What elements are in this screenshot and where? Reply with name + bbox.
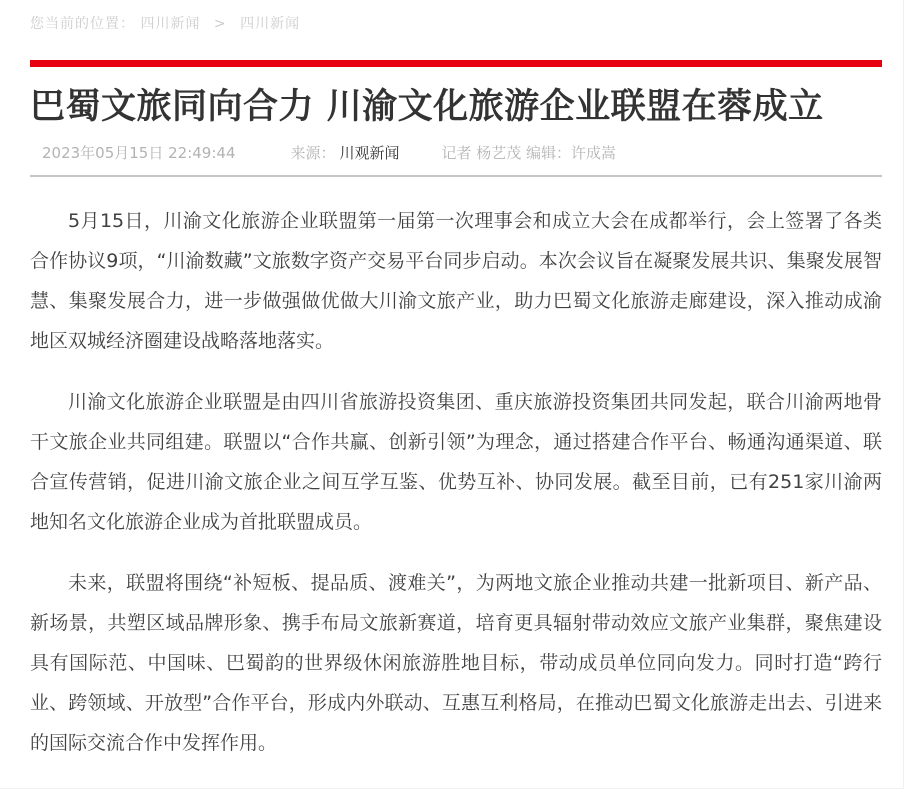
source bbox=[290, 142, 399, 163]
breadcrumb bbox=[30, 0, 882, 33]
article-meta bbox=[30, 142, 882, 163]
article-paragraph-1: 5月15日，川渝文化旅游企业联盟第一届第一次理事会和成立大会在成都举行，会上签署了各类合作协议9项，“川渝数藏”文旅数字资产交易平台同步启动。本次会议旨在凝聚发展共识、集聚发展智慧、集聚发展合力，进一步做强做优做大川渝文旅产业，助力巴蜀文化旅游走廊建设，深入推动成渝地区双城经济圈建设战略落地落实。 bbox=[30, 210, 882, 352]
source-label: 来源： bbox=[290, 144, 336, 162]
source-name-link[interactable]: 川观新闻 bbox=[339, 144, 400, 162]
breadcrumb-separator: > bbox=[213, 16, 227, 32]
breadcrumb-link-channel[interactable]: 四川新闻 bbox=[140, 16, 201, 32]
article-title: 巴蜀文旅同向合力 川渝文化旅游企业联盟在蓉成立 bbox=[30, 87, 824, 127]
article-paragraph-3: 未来，联盟将围绕“补短板、提品质、渡难关”，为两地文旅企业推动共建一批新项目、新产品、新场景，共塑区域品牌形象、携手布局文旅新赛道，培育更具辐射带动效应文旅产业集群，聚焦建设具有国际范、中国味、巴蜀韵的世界级休闲旅游胜地目标，带动成员单位同向发力。同时打造“跨行业、跨领域、开放型”合作平台，形成内外联动、互惠互利格局，在推动巴蜀文化旅游走出去、引进来的国际交流合作中发挥作用。 bbox=[30, 572, 882, 754]
breadcrumb-link-section[interactable]: 四川新闻 bbox=[240, 16, 301, 32]
article-body bbox=[30, 201, 882, 763]
publish-datetime: 2023年05月15日 22:49:44 bbox=[42, 144, 236, 162]
meta-divider bbox=[30, 175, 882, 177]
title-accent-bar bbox=[30, 60, 882, 67]
reporter-editor: 记者 杨艺茂 编辑：许成嵩 bbox=[441, 144, 617, 162]
article-paragraph-2: 川渝文化旅游企业联盟是由四川省旅游投资集团、重庆旅游投资集团共同发起，联合川渝两地骨干文旅企业共同组建。联盟以“合作共赢、创新引领”为理念，通过搭建合作平台、畅通沟通渠道、联合宣传营销，促进川渝文旅企业之间互学互鉴、优势互补、协同发展。截至目前，已有251家川渝两地知名文化旅游企业成为首批联盟成员。 bbox=[30, 391, 882, 533]
breadcrumb-label: 您当前的位置： bbox=[30, 16, 135, 32]
